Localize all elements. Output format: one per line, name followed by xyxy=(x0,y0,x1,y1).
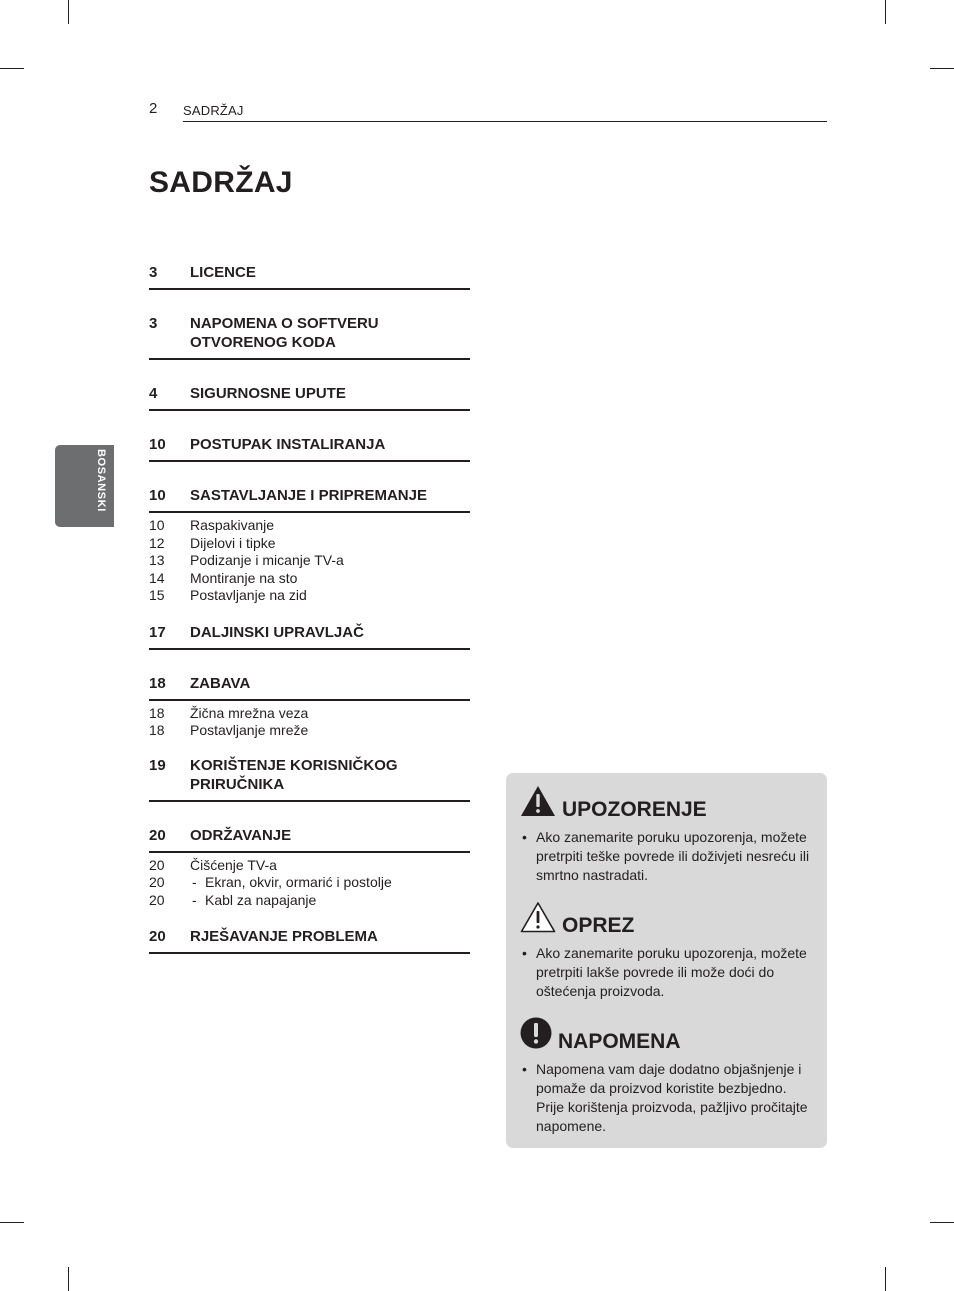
toc-title: POSTUPAK INSTALIRANJA xyxy=(190,436,386,453)
language-tab xyxy=(55,445,114,527)
toc-page-number: 18 xyxy=(149,674,166,692)
toc-subentry[interactable] xyxy=(149,570,470,588)
toc-title: RJEŠAVANJE PROBLEMA xyxy=(190,928,378,945)
crop-mark xyxy=(0,1222,24,1223)
toc-sub-page-number: 10 xyxy=(149,517,165,533)
running-header: SADRŽAJ xyxy=(183,103,244,118)
toc-title: DALJINSKI UPRAVLJAČ xyxy=(190,623,364,641)
toc-section xyxy=(149,263,470,290)
language-tab-label: BOSANSKI xyxy=(95,449,107,512)
toc-page-number: 4 xyxy=(149,385,158,402)
crop-mark xyxy=(885,1267,886,1291)
toc-sub-title: Dijelovi i tipke xyxy=(190,534,276,551)
crop-mark xyxy=(68,1267,69,1291)
page-title: SADRŽAJ xyxy=(149,166,293,199)
bullet: • xyxy=(522,829,527,845)
toc-entry[interactable] xyxy=(149,314,470,360)
toc-sub-title: Podizanje i micanje TV-a xyxy=(190,552,344,568)
crop-mark xyxy=(930,1222,954,1223)
toc-subentry[interactable] xyxy=(149,874,470,892)
toc-section xyxy=(149,756,470,802)
toc-sub-page-number: 12 xyxy=(149,534,165,551)
toc-section xyxy=(149,486,470,605)
toc-section xyxy=(149,927,470,954)
caution-title: OPREZ xyxy=(562,914,635,937)
toc-section xyxy=(149,384,470,411)
toc-sub-title: Montiranje na sto xyxy=(190,569,298,586)
toc-entry[interactable] xyxy=(149,486,470,513)
toc-title: ZABAVA xyxy=(190,674,251,692)
toc-page-number: 10 xyxy=(149,436,166,453)
toc-section xyxy=(149,314,470,360)
crop-mark xyxy=(68,0,69,24)
header-rule xyxy=(183,121,827,122)
toc-subentry[interactable] xyxy=(149,892,470,910)
toc-sub-page-number: 20 xyxy=(149,856,165,873)
toc-subentry[interactable] xyxy=(149,517,470,535)
toc-page-number: 10 xyxy=(149,487,166,504)
toc-entry[interactable] xyxy=(149,756,470,802)
toc-page-number: 19 xyxy=(149,756,166,774)
toc-entry[interactable] xyxy=(149,927,470,954)
toc-section xyxy=(149,826,470,910)
toc-entry[interactable] xyxy=(149,826,470,853)
toc-sub-page-number: 15 xyxy=(149,587,165,603)
toc-entry[interactable] xyxy=(149,674,470,701)
toc-subentry[interactable] xyxy=(149,552,470,570)
toc-title: KORIŠTENJE KORISNIČKOG PRIRUČNIKA xyxy=(190,756,398,793)
info-note xyxy=(520,1018,815,1136)
toc-sub-title: - Ekran, okvir, ormarić i postolje xyxy=(190,874,470,892)
toc-title: LICENCE xyxy=(190,264,256,281)
toc-sub-page-number: 14 xyxy=(149,569,165,586)
warning-title: UPOZORENJE xyxy=(562,798,707,821)
toc-subentry[interactable] xyxy=(149,587,470,605)
caution-triangle-icon xyxy=(520,901,556,938)
toc-sub-page-number: 18 xyxy=(149,704,165,721)
bullet: • xyxy=(522,1061,527,1077)
notes-panel xyxy=(506,773,827,1148)
caution-note xyxy=(520,902,815,1001)
toc-entry[interactable] xyxy=(149,435,470,462)
toc-title: NAPOMENA O SOFTVERU OTVORENOG KODA xyxy=(190,315,379,351)
caution-text: Ako zanemarite poruku upozorenja, možete pretrpiti lakše povrede ili može doći do oštećenja proizvoda. xyxy=(536,945,807,999)
toc-page-number: 3 xyxy=(149,264,158,281)
bullet: • xyxy=(522,945,527,961)
warning-triangle-icon xyxy=(520,785,556,822)
toc-title: SIGURNOSNE UPUTE xyxy=(190,385,346,402)
toc-title: SASTAVLJANJE I PRIPREMANJE xyxy=(190,487,427,504)
toc-sub-title: - Kabl za napajanje xyxy=(190,892,470,910)
toc-sub-page-number: 20 xyxy=(149,891,165,908)
toc-entry[interactable] xyxy=(149,623,470,650)
table-of-contents xyxy=(149,263,470,954)
exclamation-circle-icon xyxy=(520,1017,552,1054)
toc-page-number: 17 xyxy=(149,623,166,641)
note-text: Napomena vam daje dodatno objašnjenje i pomaže da proizvod koristite bezbjedno. Prije korištenja proizvoda, pažljivo pročitajte napomene. xyxy=(536,1061,808,1134)
toc-subentry[interactable] xyxy=(149,722,470,740)
toc-title: ODRŽAVANJE xyxy=(190,826,292,844)
crop-mark xyxy=(930,68,954,69)
toc-entry[interactable] xyxy=(149,384,470,411)
toc-sub-page-number: 13 xyxy=(149,552,165,568)
toc-section xyxy=(149,674,470,740)
toc-entry[interactable] xyxy=(149,263,470,290)
toc-section xyxy=(149,623,470,650)
toc-sub-title: Postavljanje na zid xyxy=(190,587,307,603)
page-number: 2 xyxy=(149,100,158,117)
toc-sub-title: Postavljanje mreže xyxy=(190,722,309,738)
note-title: NAPOMENA xyxy=(558,1030,681,1053)
toc-subentry[interactable] xyxy=(149,705,470,723)
toc-subentry[interactable] xyxy=(149,535,470,553)
toc-page-number: 3 xyxy=(149,315,158,332)
toc-section xyxy=(149,435,470,462)
toc-sub-title: Žična mrežna veza xyxy=(190,704,309,721)
crop-mark xyxy=(885,0,886,24)
toc-sub-page-number: 20 xyxy=(149,874,165,890)
toc-page-number: 20 xyxy=(149,928,166,945)
toc-subentry[interactable] xyxy=(149,857,470,875)
warning-text: Ako zanemarite poruku upozorenja, možete pretrpiti teške povrede ili doživjeti nesreću ili smrtno nastradati. xyxy=(536,829,810,883)
crop-mark xyxy=(0,68,24,69)
warning-note xyxy=(520,786,815,885)
toc-sub-page-number: 18 xyxy=(149,722,165,738)
toc-sub-title: Raspakivanje xyxy=(190,517,275,533)
toc-sub-title: Čišćenje TV-a xyxy=(190,856,277,873)
toc-page-number: 20 xyxy=(149,826,166,844)
